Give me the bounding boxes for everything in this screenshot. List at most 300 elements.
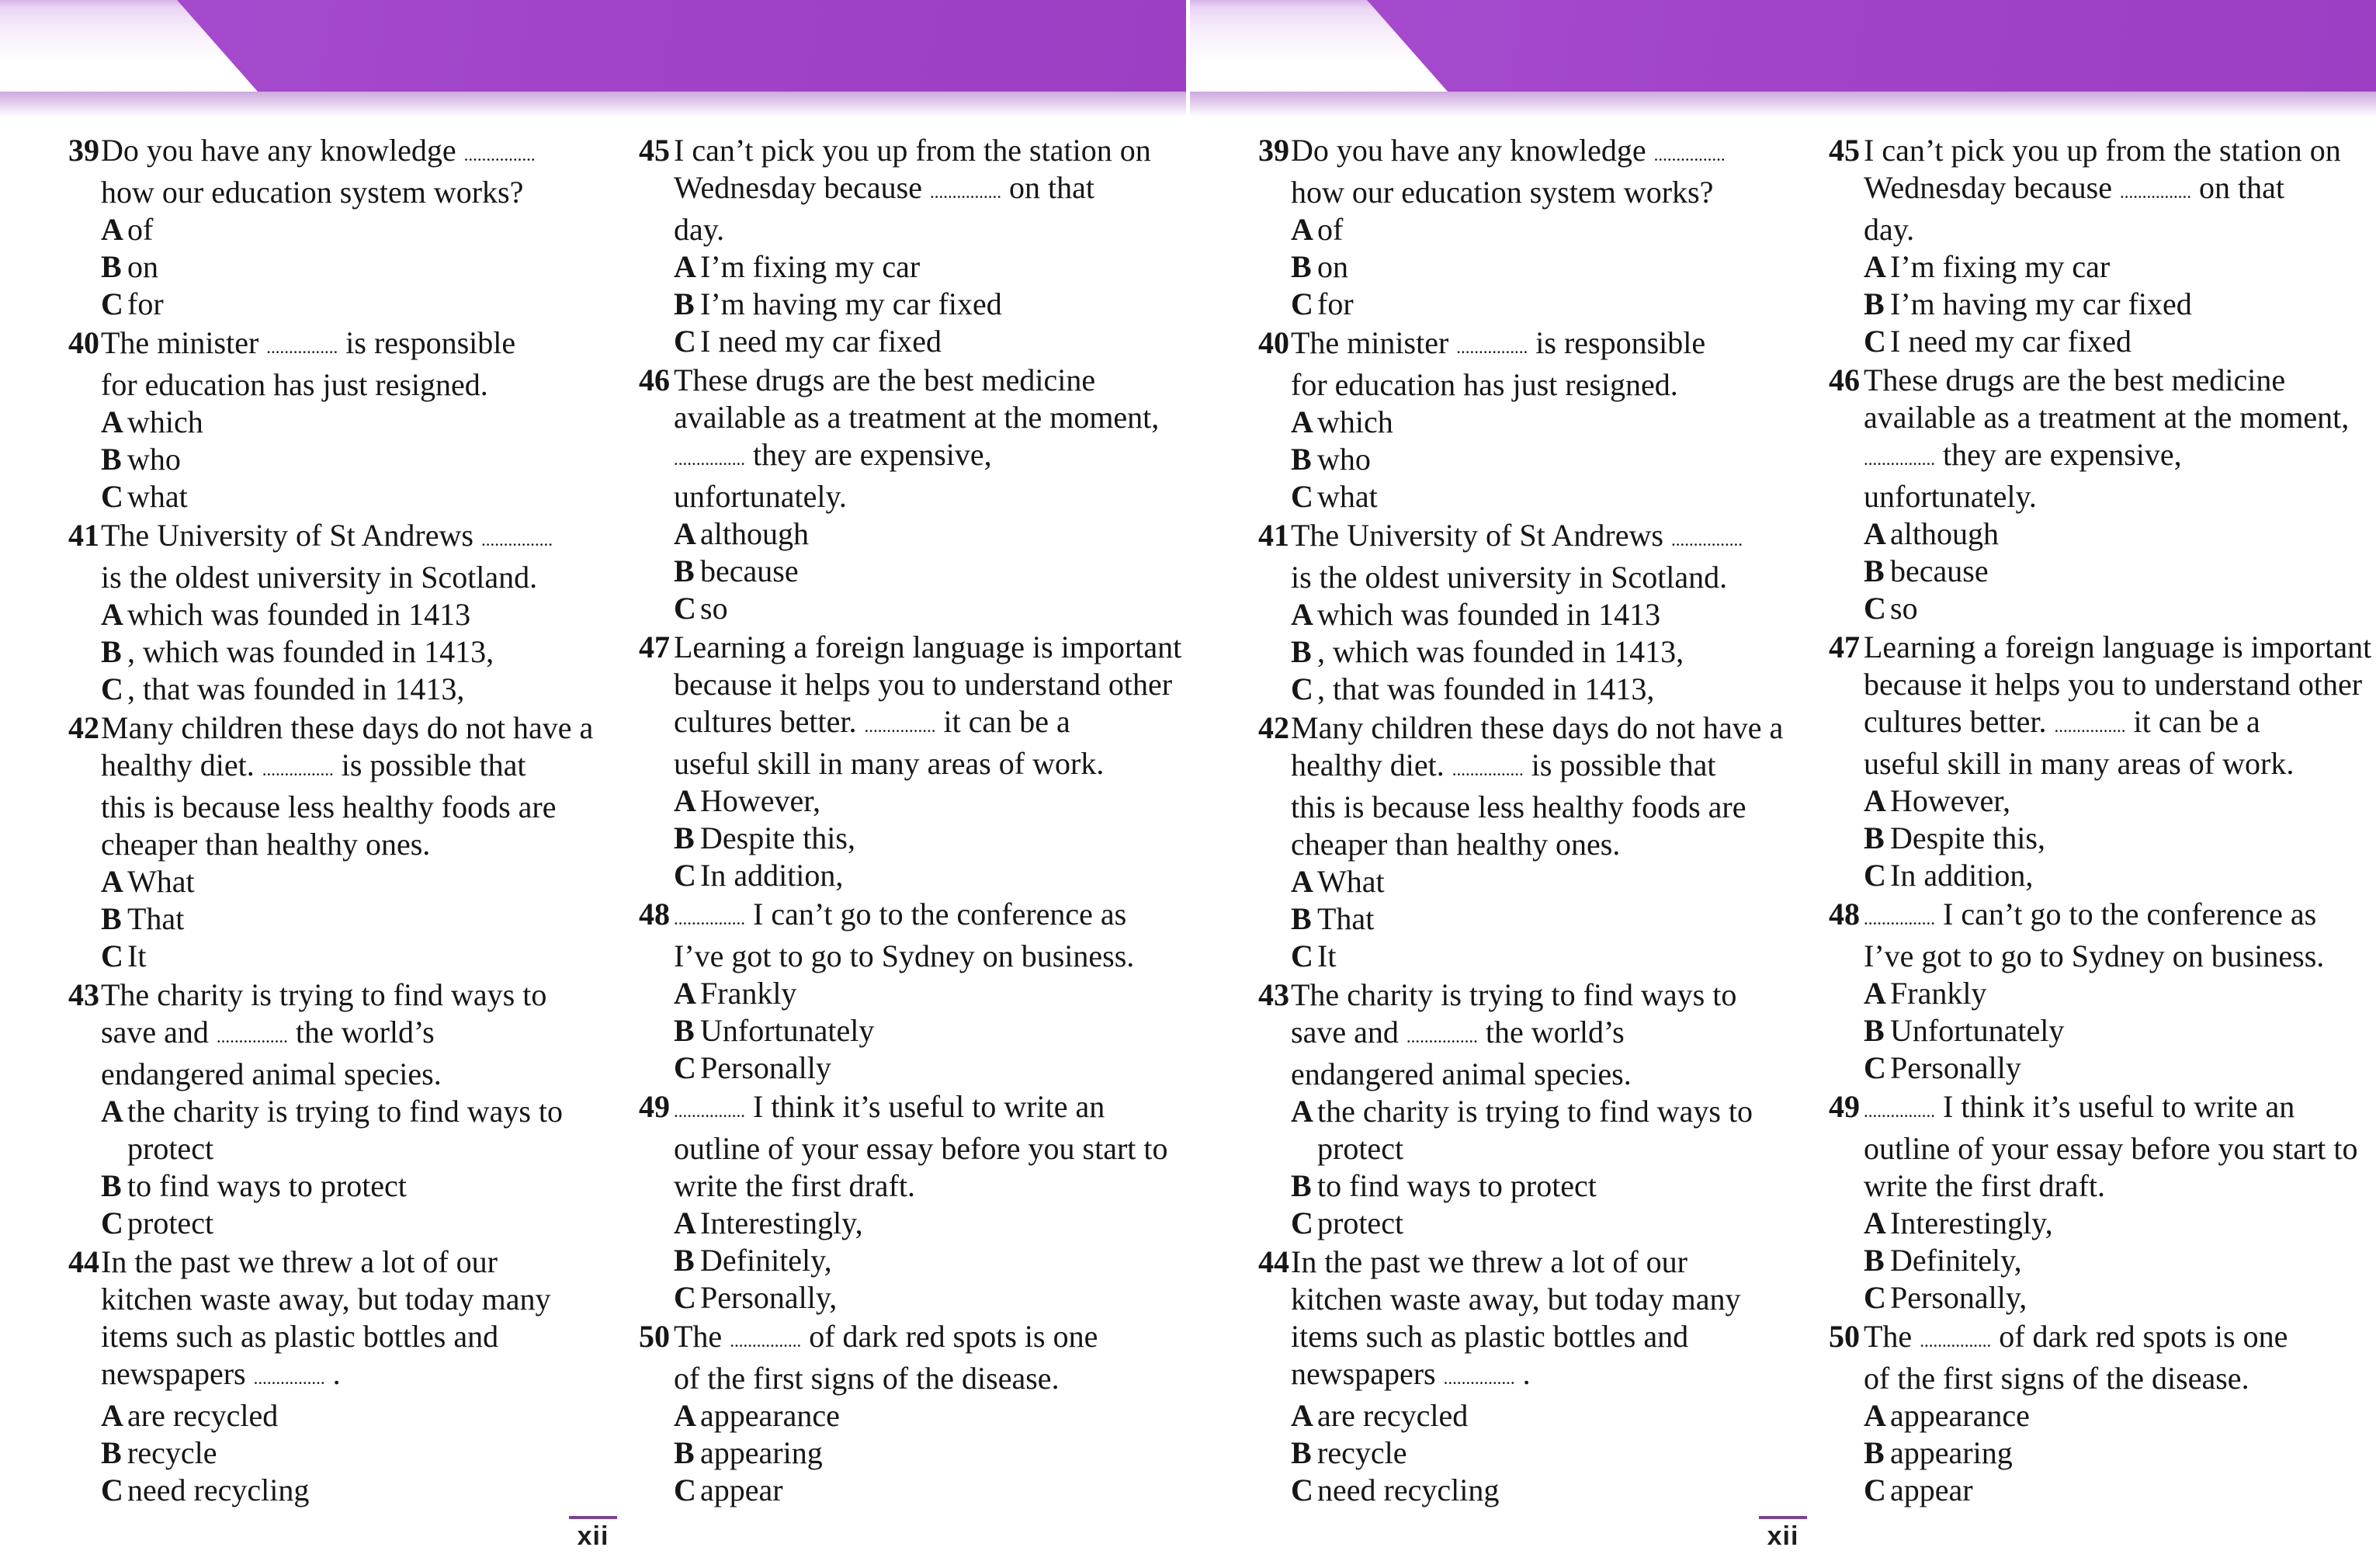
option-text-line: to find ways to protect bbox=[127, 1168, 407, 1203]
option-letter: A bbox=[1864, 1205, 1886, 1240]
option-letter: B bbox=[101, 634, 122, 669]
question-item bbox=[639, 896, 1186, 1087]
option-text-line: , that was founded in 1413, bbox=[127, 671, 465, 706]
answer-option bbox=[674, 1472, 1186, 1509]
question-number: 44 bbox=[1258, 1244, 1289, 1279]
option-text-line: I’m having my car fixed bbox=[700, 286, 1002, 321]
option-letter: B bbox=[1291, 442, 1312, 477]
answer-option bbox=[101, 1167, 612, 1205]
question-number: 41 bbox=[68, 518, 99, 553]
answer-option bbox=[1864, 1397, 2376, 1434]
option-letter: C bbox=[101, 286, 123, 321]
question-stem-line: The minister ................ is responsible bbox=[101, 325, 516, 360]
page-footer bbox=[0, 1516, 1186, 1552]
option-text-line: Personally, bbox=[1890, 1280, 2027, 1315]
option-text-line: Despite this, bbox=[700, 820, 855, 855]
option-letter: C bbox=[1864, 1280, 1886, 1315]
question-stem-line: items such as plastic bottles and bbox=[1291, 1319, 1689, 1354]
blank-line: ................ bbox=[2119, 182, 2191, 202]
option-letter: C bbox=[1864, 1050, 1886, 1085]
blank-line: ................ bbox=[1456, 338, 1528, 357]
answer-option bbox=[101, 900, 612, 938]
blank-line: ................ bbox=[864, 716, 936, 736]
answer-option bbox=[101, 441, 612, 478]
answer-option bbox=[101, 1434, 612, 1472]
answer-option bbox=[101, 404, 612, 441]
question-stem-line: healthy diet. ................ is possible that bbox=[1291, 748, 1716, 782]
question-stem-line: Do you have any knowledge ................ bbox=[1291, 133, 1726, 168]
question-item bbox=[68, 324, 612, 515]
question-stem-line: available as a treatment at the moment, bbox=[674, 400, 1160, 435]
option-text-line: recycle bbox=[127, 1435, 217, 1470]
answer-option bbox=[1291, 900, 1802, 938]
option-letter: A bbox=[674, 249, 696, 284]
option-text-line: What bbox=[127, 864, 195, 899]
option-letter: C bbox=[1864, 324, 1886, 359]
answer-option bbox=[101, 286, 612, 323]
question-item bbox=[1258, 709, 1802, 975]
question-number: 42 bbox=[68, 710, 99, 745]
question-number: 49 bbox=[639, 1089, 670, 1124]
question-number: 48 bbox=[1829, 897, 1860, 931]
option-text-line: It bbox=[1317, 938, 1337, 973]
blank-line: ................ bbox=[1864, 1101, 1935, 1121]
answer-option bbox=[1864, 553, 2376, 590]
answer-option bbox=[1291, 286, 1802, 323]
question-stem-line: kitchen waste away, but today many bbox=[1291, 1282, 1741, 1316]
option-text-line: although bbox=[700, 516, 809, 551]
question-stem-line: unfortunately. bbox=[674, 479, 847, 514]
question-stem-line: In the past we threw a lot of our bbox=[1291, 1244, 1687, 1279]
answer-option bbox=[1291, 441, 1802, 478]
question-stem-line: Learning a foreign language is important bbox=[674, 630, 1182, 664]
question-stem-line: I can’t pick you up from the station on bbox=[1864, 133, 2341, 168]
option-letter: B bbox=[674, 1243, 695, 1278]
question-number: 45 bbox=[1829, 133, 1860, 168]
option-letter: C bbox=[1864, 1473, 1886, 1507]
banner-shadow-strip bbox=[0, 92, 1186, 116]
option-text-line: , that was founded in 1413, bbox=[1317, 671, 1655, 706]
option-letter: A bbox=[1291, 1094, 1313, 1129]
option-text-line: Definitely, bbox=[700, 1243, 832, 1278]
question-stem-line: how our education system works? bbox=[1291, 175, 1714, 210]
question-stem-line: of the first signs of the disease. bbox=[1864, 1361, 2249, 1396]
question-stem-line: this is because less healthy foods are bbox=[101, 789, 557, 824]
question-stem-line: save and ................ the world’s bbox=[101, 1015, 435, 1049]
question-stem-line: These drugs are the best medicine bbox=[1864, 363, 2286, 397]
question-number: 46 bbox=[639, 363, 670, 397]
option-letter: B bbox=[674, 820, 695, 855]
option-text-line: appear bbox=[700, 1473, 783, 1507]
option-letter: C bbox=[1864, 591, 1886, 626]
question-stem-line: I’ve got to go to Sydney on business. bbox=[674, 938, 1135, 973]
question-stem-line: The minister ................ is responsible bbox=[1291, 325, 1706, 360]
answer-option bbox=[101, 478, 612, 515]
answer-option bbox=[674, 515, 1186, 553]
option-text-line: Definitely, bbox=[1890, 1243, 2022, 1278]
question-item bbox=[68, 132, 612, 323]
option-text-line: who bbox=[127, 442, 181, 477]
question-number: 50 bbox=[639, 1319, 670, 1354]
answer-option bbox=[101, 671, 612, 708]
page-banner bbox=[0, 0, 1186, 92]
option-letter: B bbox=[674, 1013, 695, 1048]
option-letter: B bbox=[1291, 249, 1312, 284]
answer-option bbox=[674, 857, 1186, 894]
answer-option bbox=[1864, 1434, 2376, 1472]
question-number: 49 bbox=[1829, 1089, 1860, 1124]
answer-option bbox=[1864, 248, 2376, 286]
answer-option bbox=[1864, 590, 2376, 627]
option-letter: B bbox=[101, 901, 122, 936]
question-stem-line: for education has just resigned. bbox=[101, 367, 488, 402]
answer-option bbox=[101, 633, 612, 671]
option-letter: A bbox=[1864, 249, 1886, 284]
option-text-line: Frankly bbox=[700, 976, 797, 1011]
option-letter: C bbox=[674, 324, 696, 359]
answer-option bbox=[1864, 323, 2376, 360]
option-letter: A bbox=[674, 1205, 696, 1240]
question-number: 44 bbox=[68, 1244, 99, 1279]
option-text-line: Frankly bbox=[1890, 976, 1987, 1011]
banner-shadow-strip bbox=[1190, 92, 2376, 116]
question-stem-line: items such as plastic bottles and bbox=[101, 1319, 499, 1354]
question-number: 42 bbox=[1258, 710, 1289, 745]
option-letter: A bbox=[674, 783, 696, 818]
option-text-line: because bbox=[700, 553, 799, 588]
option-text-line: recycle bbox=[1317, 1435, 1407, 1470]
option-text-line: appearance bbox=[700, 1398, 840, 1433]
question-stem-line: save and ................ the world’s bbox=[1291, 1015, 1625, 1049]
answer-option bbox=[1864, 1205, 2376, 1242]
question-item bbox=[68, 709, 612, 975]
option-text-line: of bbox=[1317, 212, 1344, 247]
question-stem-line: The ................ of dark red spots is one bbox=[1864, 1319, 2288, 1354]
option-letter: A bbox=[1291, 597, 1313, 632]
option-letter: C bbox=[674, 858, 696, 893]
answer-option bbox=[674, 590, 1186, 627]
question-number: 46 bbox=[1829, 363, 1860, 397]
question-stem-line: The University of St Andrews ................ bbox=[101, 518, 553, 553]
option-letter: C bbox=[674, 1050, 696, 1085]
option-text-line: However, bbox=[700, 783, 820, 818]
option-letter: B bbox=[101, 1168, 122, 1203]
answer-option bbox=[1864, 1279, 2376, 1316]
question-stem-line: cultures better. ................ it can be a bbox=[1864, 704, 2260, 739]
option-text-line: protect bbox=[1317, 1205, 1404, 1240]
option-text-line: That bbox=[127, 901, 185, 936]
question-stem-line: is the oldest university in Scotland. bbox=[1291, 560, 1728, 595]
answer-option bbox=[1291, 1434, 1802, 1472]
footer-rule bbox=[1759, 1516, 1807, 1519]
answer-option bbox=[101, 1093, 612, 1167]
question-stem-line: The charity is trying to find ways to bbox=[101, 977, 547, 1012]
answer-option bbox=[1291, 1205, 1802, 1242]
option-text-line: protect bbox=[127, 1205, 214, 1240]
question-item bbox=[639, 1318, 1186, 1509]
option-letter: C bbox=[1291, 1473, 1313, 1507]
option-text-line: That bbox=[1317, 901, 1375, 936]
option-letter: C bbox=[1864, 858, 1886, 893]
answer-option bbox=[101, 938, 612, 975]
question-stem-line: In the past we threw a lot of our bbox=[101, 1244, 498, 1279]
answer-option bbox=[674, 248, 1186, 286]
answer-option bbox=[101, 211, 612, 248]
question-stem-line: write the first draft. bbox=[1864, 1168, 2105, 1203]
option-letter: A bbox=[101, 1398, 123, 1433]
answer-option bbox=[101, 1472, 612, 1509]
blank-line: ................ bbox=[929, 182, 1001, 202]
option-text-line: to find ways to protect bbox=[1317, 1168, 1597, 1203]
answer-option bbox=[1291, 938, 1802, 975]
blank-line: ................ bbox=[1653, 145, 1726, 165]
answer-option bbox=[1864, 1049, 2376, 1087]
question-item bbox=[1829, 896, 2376, 1087]
option-letter: C bbox=[674, 1280, 696, 1315]
option-letter: A bbox=[1864, 1398, 1886, 1433]
answer-option bbox=[1291, 596, 1802, 633]
option-letter: C bbox=[674, 591, 696, 626]
question-stem-line: ................ they are expensive, bbox=[1864, 437, 2182, 472]
blank-line: ................ bbox=[1864, 909, 1935, 928]
option-letter: B bbox=[1864, 1243, 1885, 1278]
question-stem-line: Wednesday because ................ on that bbox=[674, 170, 1094, 205]
question-stem-line: Many children these days do not have a bbox=[1291, 710, 1784, 745]
question-column-right bbox=[639, 132, 1186, 1511]
option-letter: A bbox=[101, 404, 123, 439]
option-text-line: Interestingly, bbox=[700, 1205, 863, 1240]
footer-rule bbox=[569, 1516, 617, 1519]
option-letter: B bbox=[101, 1435, 122, 1470]
question-stem-line: ................ they are expensive, bbox=[674, 437, 992, 472]
option-letter: B bbox=[1291, 634, 1312, 669]
question-stem-line: ................ I think it’s useful to write an bbox=[1864, 1089, 2295, 1124]
page-scan-left bbox=[0, 0, 1186, 1568]
answer-option bbox=[101, 248, 612, 286]
answer-option bbox=[674, 1397, 1186, 1434]
question-number: 47 bbox=[1829, 630, 1860, 664]
answer-option bbox=[674, 782, 1186, 820]
answer-option bbox=[101, 1397, 612, 1434]
option-text-line: appearance bbox=[1890, 1398, 2030, 1433]
blank-line: ................ bbox=[730, 1331, 802, 1351]
option-text-line: which was founded in 1413 bbox=[127, 597, 471, 632]
blank-line: ................ bbox=[674, 909, 745, 928]
option-text-line: what bbox=[127, 479, 188, 514]
answer-option bbox=[1864, 1242, 2376, 1279]
question-stem-line: Many children these days do not have a bbox=[101, 710, 594, 745]
option-text-line: Personally, bbox=[700, 1280, 838, 1315]
question-stem-line: useful skill in many areas of work. bbox=[1864, 746, 2294, 781]
question-stem-line: kitchen waste away, but today many bbox=[101, 1282, 551, 1316]
option-letter: A bbox=[1291, 1398, 1313, 1433]
answer-option bbox=[674, 286, 1186, 323]
option-text-line: I need my car fixed bbox=[1890, 324, 2131, 359]
option-letter: A bbox=[1291, 212, 1313, 247]
option-letter: A bbox=[101, 212, 123, 247]
option-text-line: of bbox=[127, 212, 154, 247]
answer-option bbox=[674, 1205, 1186, 1242]
question-stem-line: Do you have any knowledge ................ bbox=[101, 133, 536, 168]
question-stem-line: healthy diet. ................ is possible that bbox=[101, 748, 526, 782]
option-text-line: However, bbox=[1890, 783, 2010, 818]
question-number: 50 bbox=[1829, 1319, 1860, 1354]
question-number: 48 bbox=[639, 897, 670, 931]
option-text-line: the charity is trying to find ways to bbox=[1317, 1094, 1753, 1129]
option-letter: C bbox=[1291, 938, 1313, 973]
question-stem-line: endangered animal species. bbox=[1291, 1056, 1632, 1091]
answer-option bbox=[1291, 1167, 1802, 1205]
option-letter: B bbox=[1864, 553, 1885, 588]
question-stem-line: cultures better. ................ it can be a bbox=[674, 704, 1070, 739]
option-letter: B bbox=[101, 442, 122, 477]
question-item bbox=[1258, 324, 1802, 515]
page-banner bbox=[1190, 0, 2376, 92]
question-item bbox=[1258, 977, 1802, 1242]
question-item bbox=[1829, 132, 2376, 360]
option-letter: B bbox=[674, 553, 695, 588]
option-text-line: I need my car fixed bbox=[700, 324, 942, 359]
answer-option bbox=[1864, 515, 2376, 553]
question-stem-line: The ................ of dark red spots is one bbox=[674, 1319, 1098, 1354]
question-stem-line: unfortunately. bbox=[1864, 479, 2037, 514]
option-text-line: , which was founded in 1413, bbox=[127, 634, 494, 669]
blank-line: ................ bbox=[266, 338, 338, 357]
option-text-line: protect bbox=[127, 1131, 214, 1166]
option-letter: C bbox=[1291, 671, 1313, 706]
option-text-line: Unfortunately bbox=[700, 1013, 875, 1048]
question-stem-line: I’ve got to go to Sydney on business. bbox=[1864, 938, 2325, 973]
option-text-line: In addition, bbox=[700, 858, 844, 893]
answer-option bbox=[1291, 211, 1802, 248]
answer-option bbox=[674, 1012, 1186, 1049]
answer-option bbox=[101, 596, 612, 633]
option-letter: A bbox=[674, 516, 696, 551]
option-letter: C bbox=[674, 1473, 696, 1507]
option-letter: B bbox=[1291, 1168, 1312, 1203]
question-stem-line: this is because less healthy foods are bbox=[1291, 789, 1746, 824]
answer-option bbox=[1291, 671, 1802, 708]
answer-option bbox=[674, 553, 1186, 590]
option-text-line: on bbox=[127, 249, 158, 284]
question-item bbox=[1258, 1244, 1802, 1509]
blank-line: ................ bbox=[1443, 1369, 1515, 1388]
option-letter: A bbox=[1864, 976, 1886, 1011]
option-text-line: so bbox=[1890, 591, 1918, 626]
option-text-line: In addition, bbox=[1890, 858, 2034, 893]
question-stem-line: outline of your essay before you start to bbox=[1864, 1131, 2358, 1166]
question-column-left bbox=[1258, 132, 1802, 1511]
question-column-right bbox=[1829, 132, 2376, 1511]
answer-option bbox=[674, 1279, 1186, 1316]
option-text-line: appearing bbox=[700, 1435, 823, 1470]
option-text-line: It bbox=[127, 938, 147, 973]
question-number: 45 bbox=[639, 133, 670, 168]
option-letter: A bbox=[674, 976, 696, 1011]
answer-option bbox=[101, 1205, 612, 1242]
option-text-line: what bbox=[1317, 479, 1378, 514]
option-letter: C bbox=[101, 671, 123, 706]
answer-option bbox=[674, 820, 1186, 857]
question-number: 43 bbox=[68, 977, 99, 1012]
question-stem-line: outline of your essay before you start to bbox=[674, 1131, 1168, 1166]
question-item bbox=[1829, 1318, 2376, 1509]
page-footer bbox=[1190, 1516, 2376, 1552]
question-stem-line: because it helps you to understand other bbox=[674, 667, 1173, 702]
question-number: 40 bbox=[1258, 325, 1289, 360]
option-text-line: appearing bbox=[1890, 1435, 2013, 1470]
question-number: 47 bbox=[639, 630, 670, 664]
answer-option bbox=[1864, 820, 2376, 857]
question-item bbox=[1829, 629, 2376, 894]
option-letter: B bbox=[1864, 286, 1885, 321]
question-stem-line: for education has just resigned. bbox=[1291, 367, 1678, 402]
answer-option bbox=[674, 1434, 1186, 1472]
blank-line: ................ bbox=[262, 760, 334, 779]
answer-option bbox=[1864, 975, 2376, 1012]
question-stem-line: write the first draft. bbox=[674, 1168, 915, 1203]
option-letter: A bbox=[1291, 864, 1313, 899]
option-text-line: I’m fixing my car bbox=[1890, 249, 2111, 284]
blank-line: ................ bbox=[1670, 530, 1743, 550]
banner-wedge-decoration bbox=[1190, 0, 1448, 92]
question-stem-line: because it helps you to understand other bbox=[1864, 667, 2363, 702]
question-stem-line: day. bbox=[674, 212, 725, 247]
answer-option bbox=[1291, 248, 1802, 286]
option-letter: A bbox=[101, 1094, 123, 1129]
option-letter: A bbox=[101, 864, 123, 899]
option-letter: B bbox=[101, 249, 122, 284]
blank-line: ................ bbox=[1864, 449, 1935, 469]
question-stem-line: The charity is trying to find ways to bbox=[1291, 977, 1737, 1012]
blank-line: ................ bbox=[253, 1369, 325, 1388]
blank-line: ................ bbox=[1920, 1331, 1992, 1351]
option-letter: C bbox=[101, 938, 123, 973]
answer-option bbox=[674, 1242, 1186, 1279]
option-text-line: , which was founded in 1413, bbox=[1317, 634, 1684, 669]
blank-line: ................ bbox=[1406, 1027, 1478, 1046]
question-item bbox=[1258, 132, 1802, 323]
option-text-line: for bbox=[127, 286, 164, 321]
question-stem-line: newspapers ................ . bbox=[101, 1356, 341, 1391]
banner-wedge-decoration bbox=[0, 0, 258, 92]
answer-option bbox=[674, 975, 1186, 1012]
answer-option bbox=[1291, 863, 1802, 900]
question-stem-line: The University of St Andrews ................ bbox=[1291, 518, 1743, 553]
question-stem-line: These drugs are the best medicine bbox=[674, 363, 1096, 397]
blank-line: ................ bbox=[216, 1027, 288, 1046]
question-number: 40 bbox=[68, 325, 99, 360]
question-stem-line: how our education system works? bbox=[101, 175, 524, 210]
option-letter: A bbox=[101, 597, 123, 632]
question-stem-line: ................ I can’t go to the conference as bbox=[674, 897, 1127, 931]
question-number: 43 bbox=[1258, 977, 1289, 1012]
answer-option bbox=[1864, 782, 2376, 820]
blank-line: ................ bbox=[2054, 716, 2126, 736]
option-text-line: because bbox=[1890, 553, 1989, 588]
option-letter: C bbox=[1291, 479, 1313, 514]
question-stem-line: cheaper than healthy ones. bbox=[101, 827, 431, 862]
question-number: 39 bbox=[68, 133, 99, 168]
blank-line: ................ bbox=[1452, 760, 1524, 779]
option-letter: B bbox=[674, 1435, 695, 1470]
option-letter: B bbox=[1291, 1435, 1312, 1470]
question-item bbox=[1258, 517, 1802, 708]
question-stem-line: I can’t pick you up from the station on bbox=[674, 133, 1151, 168]
question-stem-line: Wednesday because ................ on that bbox=[1864, 170, 2284, 205]
question-number: 39 bbox=[1258, 133, 1289, 168]
blank-line: ................ bbox=[674, 449, 745, 469]
